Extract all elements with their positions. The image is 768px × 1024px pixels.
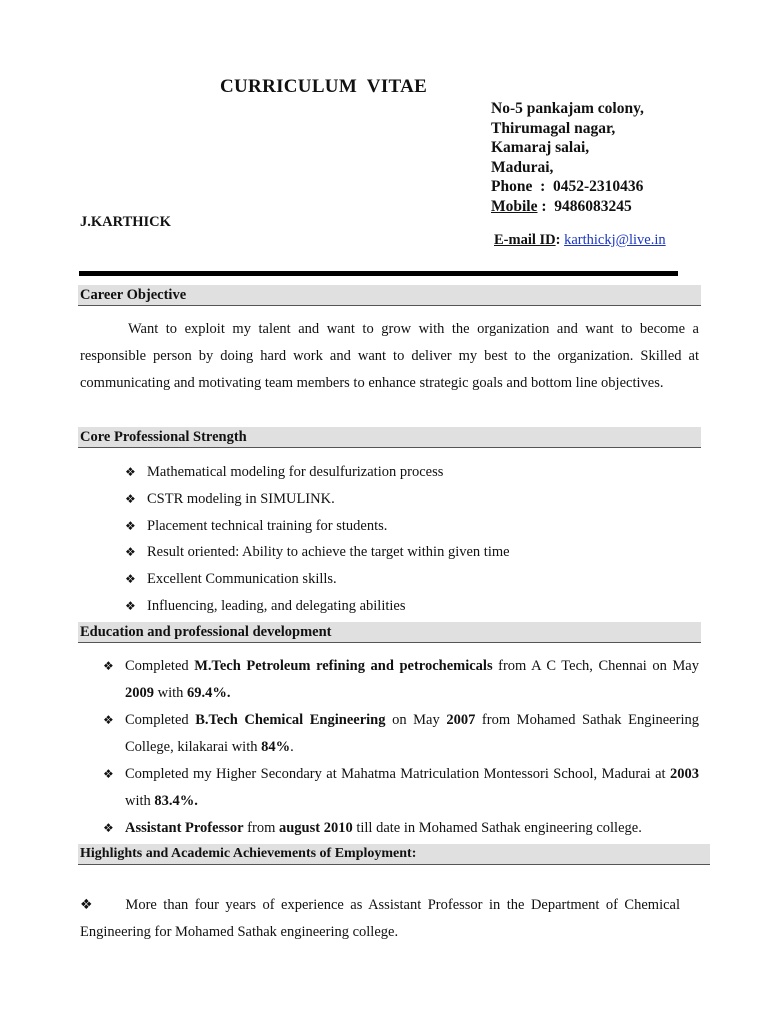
list-item <box>80 761 699 815</box>
phone-number: 0452-2310436 <box>553 178 644 195</box>
address-line: No-5 pankajam colony, <box>491 100 644 117</box>
mobile-separator: : <box>537 197 555 215</box>
email-separator: : <box>555 232 565 248</box>
highlights-text-block <box>80 892 680 946</box>
edu-bold: 2003 <box>670 766 699 782</box>
mobile-line <box>491 197 644 217</box>
diamond-bullet-icon: ❖ <box>125 545 136 560</box>
list-item-text: Result oriented: Ability to achieve the target within given time <box>147 544 510 561</box>
section-heading-highlights: Highlights and Academic Achievements of Employment: <box>78 844 710 865</box>
section-heading-core-strength: Core Professional Strength <box>78 427 701 448</box>
edu-text: on May <box>385 712 447 728</box>
list-item <box>80 539 700 566</box>
list-item-text: Placement technical training for students. <box>147 517 388 534</box>
edu-bold: 2009 <box>125 685 154 701</box>
mobile-label: Mobile <box>491 197 538 215</box>
diamond-bullet-icon: ❖ <box>125 491 136 506</box>
list-item-text: CSTR modeling in SIMULINK. <box>147 490 335 507</box>
list-item <box>80 593 700 620</box>
address-line: Madurai, <box>491 158 554 176</box>
edu-text: with <box>154 685 188 701</box>
education-list <box>80 653 699 842</box>
edu-bold: august 2010 <box>278 820 353 836</box>
list-item <box>80 815 699 842</box>
address-line: Kamaraj salai, <box>491 139 590 156</box>
highlights-text: More than four years of experience as Assistant Professor in the Department of Chemical Engineering for Mohamed Sathak engineering college. <box>80 897 680 940</box>
diamond-bullet-icon: ❖ <box>125 572 136 587</box>
phone-label: Phone : <box>491 178 553 195</box>
edu-text: Completed <box>125 658 195 674</box>
list-item <box>80 707 699 761</box>
mobile-number: 9486083245 <box>554 197 632 215</box>
edu-bold: 2007 <box>446 712 476 728</box>
career-objective-text: Want to exploit my talent and want to grow with the organization and want to become a responsible person by doing hard work and want to deliver my best to the organization. Skilled at communicating and motivating team members to enhance strategic goals and bottom line objectives. <box>80 321 699 391</box>
list-item <box>80 459 700 486</box>
address-block <box>491 99 644 216</box>
edu-text: . <box>290 739 294 755</box>
diamond-bullet-icon: ❖ <box>125 598 136 613</box>
edu-text: Completed <box>125 712 196 728</box>
section-heading-education: Education and professional development <box>78 622 701 643</box>
diamond-bullet-icon: ❖ <box>125 518 136 533</box>
list-item-text: Mathematical modeling for desulfurization process <box>147 464 444 480</box>
candidate-name: J.KARTHICK <box>80 214 171 230</box>
header-divider <box>79 271 678 276</box>
list-item <box>80 486 700 513</box>
edu-text: till date in Mohamed Sathak engineering college. <box>352 820 642 836</box>
address-line: Thirumagal nagar, <box>491 119 616 137</box>
edu-bold: 69.4%. <box>187 685 231 701</box>
edu-bold: Assistant Professor <box>125 820 244 836</box>
diamond-bullet-icon: ❖ <box>125 465 136 479</box>
diamond-bullet-icon: ❖ <box>80 897 96 913</box>
edu-bold: B.Tech Chemical Engineering <box>195 712 386 728</box>
edu-text: from A C Tech, Chennai on May <box>492 658 699 674</box>
list-item <box>80 566 700 593</box>
list-item-text: Influencing, leading, and delegating abilities <box>147 597 406 614</box>
email-line <box>494 232 666 249</box>
edu-bold: M.Tech Petroleum refining and petrochemicals <box>194 658 493 674</box>
edu-text: from Mohamed Sathak Engineering College, kilakarai with <box>125 712 699 755</box>
edu-text: Completed my Higher Secondary at Mahatma Matriculation Montessori School, Madurai at <box>125 766 670 782</box>
edu-text: with <box>125 793 155 809</box>
diamond-bullet-icon: ❖ <box>103 659 114 673</box>
list-item <box>80 653 699 707</box>
email-link[interactable]: karthickj@live.in <box>564 232 666 248</box>
list-item <box>80 513 700 540</box>
edu-text: from <box>243 820 279 836</box>
diamond-bullet-icon: ❖ <box>103 821 114 835</box>
list-item-text: Excellent Communication skills. <box>147 571 337 588</box>
edu-bold: 83.4%. <box>154 793 198 809</box>
phone-line <box>491 177 644 197</box>
section-heading-career-objective: Career Objective <box>78 285 701 306</box>
core-strength-list <box>80 459 700 620</box>
document-title: CURRICULUM VITAE <box>220 76 428 97</box>
email-label: E-mail ID <box>494 232 556 248</box>
diamond-bullet-icon: ❖ <box>103 767 114 781</box>
diamond-bullet-icon: ❖ <box>103 713 114 727</box>
edu-bold: 84% <box>261 739 291 755</box>
